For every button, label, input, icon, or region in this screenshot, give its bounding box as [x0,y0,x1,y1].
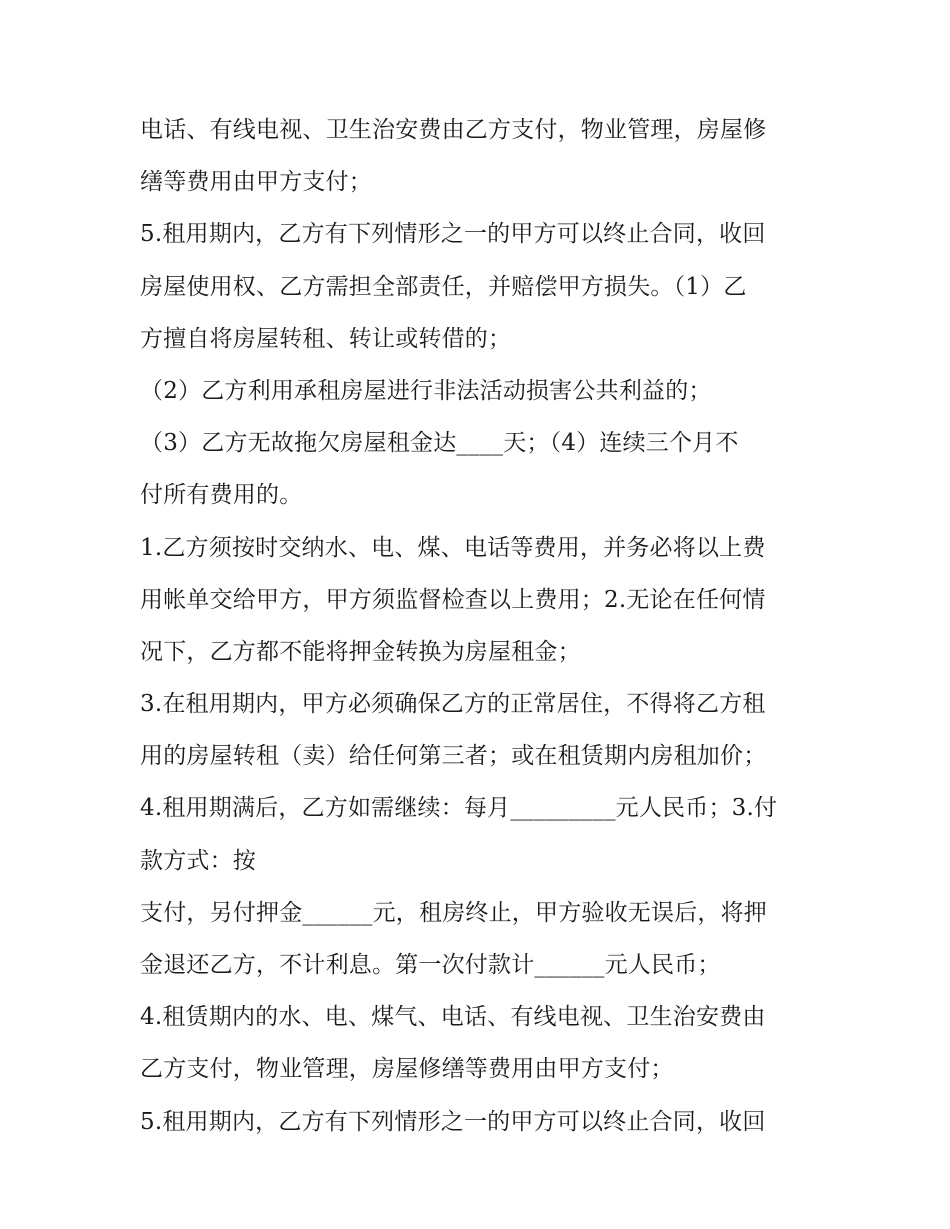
text-line: 电话、有线电视、卫生治安费由乙方支付，物业管理，房屋修 [140,117,767,143]
text-line: 房屋使用权、乙方需担全部责任，并赔偿甲方损失。（1）乙 [140,273,747,300]
text-line: 用的房屋转租（卖）给任何第三者；或在租赁期内房租加价； [140,743,767,770]
text-line: （2）乙方利用承租房屋进行非法活动损害公共利益的； [140,377,712,404]
text-line: 况下，乙方都不能将押金转换为房屋租金； [140,638,581,665]
text-line: 4.租赁期内的水、电、煤气、电话、有线电视、卫生治安费由 [140,1004,766,1031]
text-line: 1.乙方须按时交纳水、电、煤、电话等费用，并务必将以上费 [140,534,766,561]
text-line: 支付，另付押金______元，租房终止，甲方验收无误后，将押 [140,899,767,926]
text-line: 缮等费用由甲方支付； [140,169,372,196]
text-line: 5.租用期内，乙方有下列情形之一的甲方可以终止合同，收回 [140,221,766,248]
text-line: 用帐单交给甲方，甲方须监督检查以上费用；2.无论在任何情 [140,586,766,613]
document-body [140,104,820,1148]
text-line: 付所有费用的。 [140,482,303,509]
text-line: 3.在租用期内，甲方必须确保乙方的正常居住，不得将乙方租 [140,691,766,718]
text-line: 方擅自将房屋转租、转让或转借的； [140,325,512,352]
text-line: 4.租用期满后，乙方如需继续：每月_________元人民币；3.付 [140,795,778,822]
text-line: 乙方支付，物业管理，房屋修缮等费用由甲方支付； [140,1056,674,1083]
text-line: （3）乙方无故拖欠房屋租金达____天；（4）连续三个月不 [140,430,739,457]
text-line: 款方式：按 [140,847,256,874]
text-line: 5.租用期内，乙方有下列情形之一的甲方可以终止合同，收回 [140,1108,766,1135]
text-line: 金退还乙方，不计利息。第一次付款计______元人民币； [140,952,721,978]
